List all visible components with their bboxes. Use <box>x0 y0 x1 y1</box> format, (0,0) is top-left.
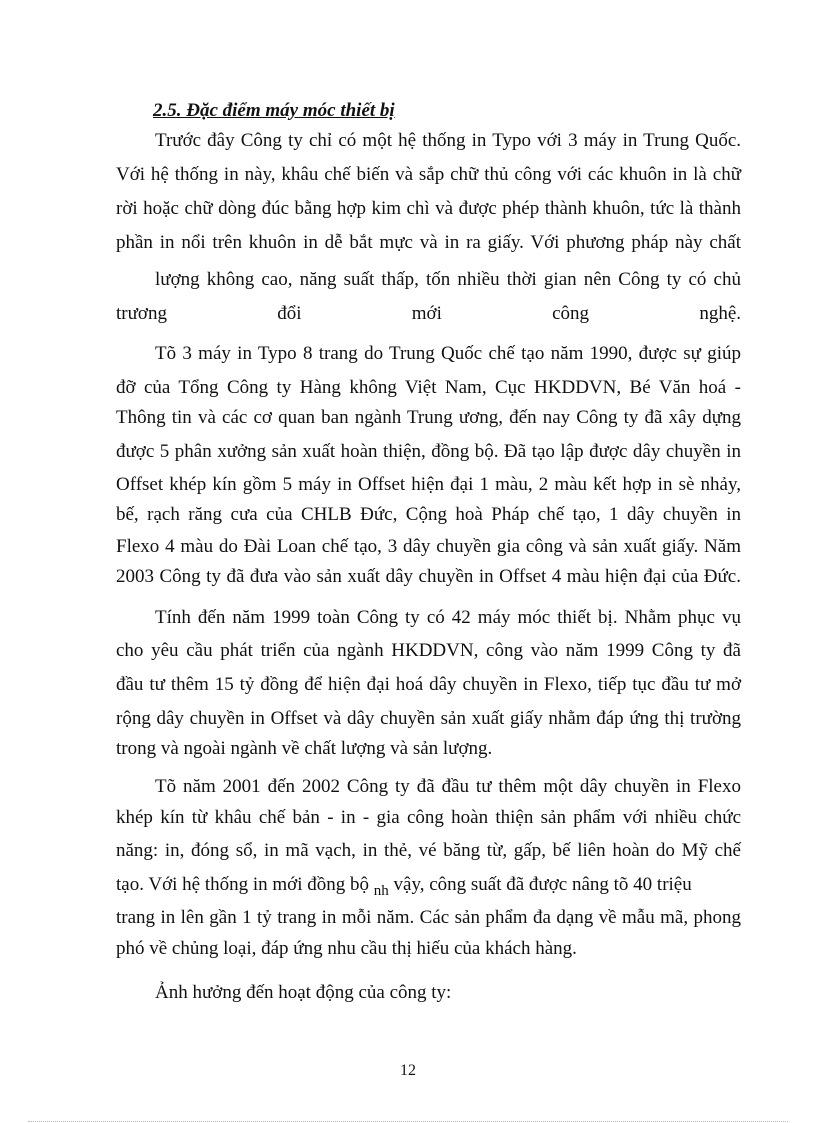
p2-line-5: Offset khép kín gồm 5 máy in Offset hiện đại 1 màu, 2 màu kết hợp in sè nhảy, <box>116 474 741 495</box>
p4-line-4-subscript: nh <box>373 883 389 899</box>
p4-line-1: Tõ năm 2001 đến 2002 Công ty đã đầu tư thêm một dây chuyền in Flexo <box>155 776 741 797</box>
p1-line-5: lượng không cao, năng suất thấp, tốn nhiều thời gian nên Công ty có chủ <box>155 269 741 290</box>
page-number: 12 <box>400 1062 416 1079</box>
p2-line-3: Thông tin và các cơ quan ban ngành Trung ương, đến nay Công ty đã xây dựng <box>116 407 741 428</box>
p3-line-3: đầu tư thêm 15 tỷ đồng để hiện đại hoá dây chuyền in Flexo, tiếp tục đầu tư mở <box>116 674 741 695</box>
p2-line-4: được 5 phân xưởng sản xuất hoàn thiện, đồng bộ. Đã tạo lập được dây chuyền in <box>116 441 741 462</box>
page-bottom-rule <box>28 1121 788 1122</box>
p1-line-1: Trước đây Công ty chỉ có một hệ thống in Typo với 3 máy in Trung Quốc. <box>155 130 741 151</box>
p3-line-2: cho yêu cầu phát triển của ngành HKDDVN, công vào năm 1999 Công ty đã <box>116 640 741 661</box>
p5-line-1: Ảnh hưởng đến hoạt động của công ty: <box>155 982 452 1003</box>
p2-line-2: đỡ của Tổng Công ty Hàng không Việt Nam, Cục HKDDVN, Bé Văn hoá - <box>116 377 741 398</box>
p2-line-6: bế, rạch răng cưa của CHLB Đức, Cộng hoà Pháp chế tạo, 1 dây chuyền in <box>116 504 741 525</box>
p2-line-1: Tõ 3 máy in Typo 8 trang do Trung Quốc chế tạo năm 1990, được sự giúp <box>155 343 741 364</box>
p2-line-7: Flexo 4 màu do Đài Loan chế tạo, 3 dây chuyền gia công và sản xuất giấy. Năm <box>116 536 741 557</box>
p4-line-2: khép kín từ khâu chế bản - in - gia công hoàn thiện sản phẩm với nhiều chức <box>116 807 741 828</box>
p4-line-4-part-2: vậy, công suất đã được nâng tõ 40 triệu <box>393 874 692 895</box>
p3-line-5: trong và ngoài ngành về chất lượng và sản lượng. <box>116 738 493 759</box>
p1-line-4: phần in nổi trên khuôn in dễ bắt mực và in ra giấy. Với phương pháp này chất <box>116 232 741 253</box>
p1-line-2: Với hệ thống in này, khâu chế biến và sắp chữ thủ công với các khuôn in là chữ <box>116 164 741 185</box>
p4-line-3: năng: in, đóng sổ, in mã vạch, in thẻ, vé băng từ, gấp, bế liên hoàn do Mỹ chế <box>116 840 741 861</box>
p2-line-8: 2003 Công ty đã đưa vào sản xuất dây chuyền in Offset 4 màu hiện đại của Đức. <box>116 566 741 587</box>
p1-line-6: trương đổi mới công nghệ. <box>116 303 741 324</box>
section-heading: 2.5. Đặc điểm máy móc thiết bị <box>153 100 395 121</box>
p4-line-4 <box>116 874 692 897</box>
p4-line-4-part-1: tạo. Với hệ thống in mới đồng bộ <box>116 874 370 895</box>
p3-line-1: Tính đến năm 1999 toàn Công ty có 42 máy móc thiết bị. Nhằm phục vụ <box>155 607 741 628</box>
p3-line-4: rộng dây chuyền in Offset và dây chuyền sản xuất giấy nhằm đáp ứng thị trường <box>116 708 741 729</box>
p4-line-6: phó về chủng loại, đáp ứng nhu cầu thị hiếu của khách hàng. <box>116 938 577 959</box>
p1-line-3: rời hoặc chữ dòng đúc bằng hợp kim chì và được phép thành khuôn, tức là thành <box>116 198 741 219</box>
p4-line-5: trang in lên gần 1 tỷ trang in mỗi năm. Các sản phẩm đa dạng về mẫu mã, phong <box>116 907 741 928</box>
